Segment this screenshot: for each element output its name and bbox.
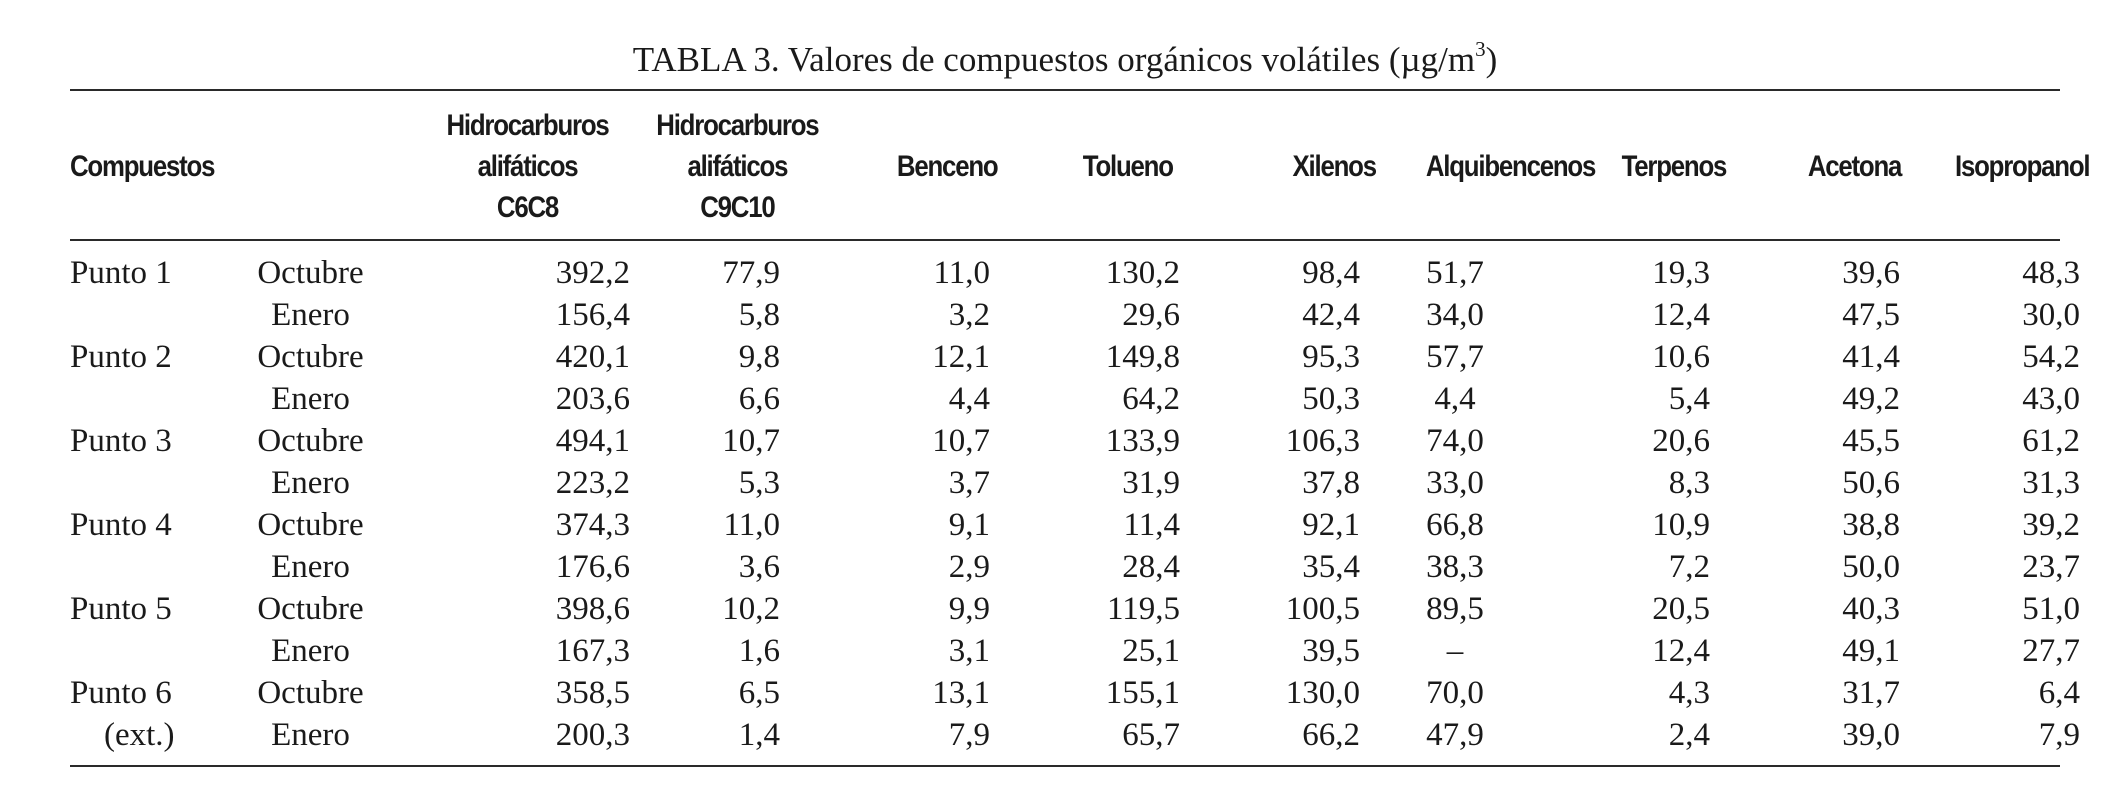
header-acetona	[1790, 96, 1919, 236]
cell-benceno: 12,1	[932, 339, 990, 375]
cell-benceno: 10,7	[932, 423, 990, 459]
header-acetona-label: Acetona	[1807, 149, 1902, 183]
row-month-label: Octubre	[257, 423, 364, 459]
cell-terpenos: 4,3	[1668, 675, 1710, 711]
row-month-label: Enero	[271, 633, 350, 669]
cell-benceno: 9,9	[948, 591, 990, 627]
header-benceno-label: Benceno	[896, 149, 998, 183]
header-isopropanol	[1936, 96, 2104, 236]
cell-alquibencenos: 89,5	[1426, 591, 1484, 627]
header-benceno	[861, 96, 1033, 236]
header-hidrocarburos-c9c10	[632, 96, 842, 236]
cell-terpenos: 20,5	[1652, 591, 1710, 627]
table-body	[70, 252, 2080, 756]
cell-acetona: 41,4	[1842, 339, 1900, 375]
table-title-superscript: 3	[1475, 37, 1486, 61]
cell-alquibencenos: 51,7	[1426, 255, 1484, 291]
row-month-label: Octubre	[257, 675, 364, 711]
cell-alquibencenos: 74,0	[1426, 423, 1484, 459]
table-row	[70, 378, 2080, 420]
cell-benceno: 2,9	[948, 549, 990, 585]
header-isopropanol-label: Isopropanol	[1954, 149, 2090, 183]
cell-isopropanol: 30,0	[2022, 297, 2080, 333]
row-month-label: Octubre	[257, 339, 364, 375]
cell-acetona: 38,8	[1842, 507, 1900, 543]
cell-xilenos: 106,3	[1285, 423, 1360, 459]
header-c9c10-line2: alifáticos	[687, 149, 788, 183]
cell-tolueno: 31,9	[1122, 465, 1180, 501]
cell-tolueno: 149,8	[1105, 339, 1180, 375]
cell-hidrocarburos-c9c10: 3,6	[738, 549, 780, 585]
cell-acetona: 40,3	[1842, 591, 1900, 627]
table-title	[70, 38, 2060, 82]
header-c9c10-line1: Hidrocarburos	[656, 108, 819, 142]
header-alquibencenos-label: Alquibencenos	[1425, 149, 1596, 183]
row-month-label: Octubre	[257, 255, 364, 291]
cell-alquibencenos: –	[1446, 633, 1464, 669]
row-point-label: Punto 3	[70, 423, 172, 459]
cell-isopropanol: 7,9	[2038, 717, 2080, 753]
table-row	[70, 420, 2080, 462]
row-month-label: Enero	[271, 297, 350, 333]
cell-hidrocarburos-c6c8: 156,4	[555, 297, 630, 333]
table-row	[70, 504, 2080, 546]
table-row	[70, 462, 2080, 504]
cell-benceno: 4,4	[948, 381, 990, 417]
cell-alquibencenos: 34,0	[1426, 297, 1484, 333]
row-month-label: Enero	[271, 465, 350, 501]
cell-xilenos: 35,4	[1302, 549, 1360, 585]
cell-benceno: 13,1	[932, 675, 990, 711]
cell-benceno: 3,1	[948, 633, 990, 669]
cell-xilenos: 66,2	[1302, 717, 1360, 753]
table-row	[70, 630, 2080, 672]
cell-hidrocarburos-c9c10: 5,3	[738, 465, 780, 501]
header-terpenos-label: Terpenos	[1621, 149, 1727, 183]
header-xilenos-label: Xilenos	[1292, 149, 1376, 183]
bottom-rule	[70, 765, 2060, 767]
cell-hidrocarburos-c9c10: 11,0	[723, 507, 780, 543]
cell-alquibencenos: 47,9	[1426, 717, 1484, 753]
cell-alquibencenos: 4,4	[1434, 381, 1476, 417]
cell-isopropanol: 39,2	[2022, 507, 2080, 543]
cell-acetona: 47,5	[1842, 297, 1900, 333]
table-row	[70, 714, 2080, 756]
header-rule	[70, 239, 2060, 241]
cell-hidrocarburos-c9c10: 1,6	[738, 633, 780, 669]
cell-hidrocarburos-c6c8: 200,3	[555, 717, 630, 753]
row-point-label: Punto 5	[70, 591, 172, 627]
header-alquibencenos	[1407, 96, 1613, 236]
cell-tolueno: 29,6	[1122, 297, 1180, 333]
cell-alquibencenos: 57,7	[1426, 339, 1484, 375]
cell-isopropanol: 27,7	[2022, 633, 2080, 669]
cell-xilenos: 100,5	[1285, 591, 1360, 627]
cell-benceno: 3,7	[948, 465, 990, 501]
cell-terpenos: 2,4	[1668, 717, 1710, 753]
table-row	[70, 672, 2080, 714]
cell-terpenos: 10,6	[1652, 339, 1710, 375]
row-point-label: Punto 4	[70, 507, 172, 543]
cell-terpenos: 7,2	[1668, 549, 1710, 585]
table-title-close: )	[1485, 40, 1498, 79]
cell-hidrocarburos-c9c10: 10,7	[722, 423, 780, 459]
table-row	[70, 336, 2080, 378]
table-row	[70, 588, 2080, 630]
header-compuestos	[70, 96, 214, 236]
cell-tolueno: 28,4	[1122, 549, 1180, 585]
cell-hidrocarburos-c6c8: 203,6	[555, 381, 630, 417]
row-point-label: Punto 6	[70, 675, 172, 711]
cell-xilenos: 92,1	[1302, 507, 1360, 543]
cell-tolueno: 133,9	[1105, 423, 1180, 459]
cell-alquibencenos: 70,0	[1426, 675, 1484, 711]
cell-hidrocarburos-c9c10: 1,4	[738, 717, 780, 753]
cell-isopropanol: 48,3	[2022, 255, 2080, 291]
cell-hidrocarburos-c6c8: 392,2	[555, 255, 630, 291]
cell-xilenos: 95,3	[1302, 339, 1360, 375]
cell-tolueno: 155,1	[1105, 675, 1180, 711]
cell-benceno: 11,0	[933, 255, 990, 291]
cell-hidrocarburos-c6c8: 374,3	[555, 507, 630, 543]
cell-terpenos: 10,9	[1652, 507, 1710, 543]
row-month-label: Enero	[271, 381, 350, 417]
cell-hidrocarburos-c6c8: 398,6	[555, 591, 630, 627]
table-row	[70, 252, 2080, 294]
header-compuestos-label: Compuestos	[70, 149, 215, 183]
table-row	[70, 546, 2080, 588]
cell-isopropanol: 43,0	[2022, 381, 2080, 417]
cell-hidrocarburos-c6c8: 420,1	[555, 339, 630, 375]
cell-hidrocarburos-c6c8: 167,3	[555, 633, 630, 669]
table-row	[70, 294, 2080, 336]
cell-benceno: 3,2	[948, 297, 990, 333]
header-c6c8-line2: alifáticos	[477, 149, 578, 183]
cell-hidrocarburos-c9c10: 77,9	[722, 255, 780, 291]
cell-isopropanol: 61,2	[2022, 423, 2080, 459]
cell-hidrocarburos-c6c8: 358,5	[555, 675, 630, 711]
header-terpenos	[1605, 96, 1743, 236]
cell-hidrocarburos-c9c10: 6,5	[738, 675, 780, 711]
cell-alquibencenos: 38,3	[1426, 549, 1484, 585]
cell-xilenos: 37,8	[1302, 465, 1360, 501]
cell-acetona: 49,1	[1842, 633, 1900, 669]
cell-tolueno: 11,4	[1123, 507, 1180, 543]
cell-acetona: 45,5	[1842, 423, 1900, 459]
cell-tolueno: 25,1	[1122, 633, 1180, 669]
cell-hidrocarburos-c9c10: 5,8	[738, 297, 780, 333]
cell-terpenos: 5,4	[1668, 381, 1710, 417]
cell-isopropanol: 31,3	[2022, 465, 2080, 501]
cell-hidrocarburos-c6c8: 176,6	[555, 549, 630, 585]
cell-xilenos: 130,0	[1285, 675, 1360, 711]
row-month-label: Octubre	[257, 591, 364, 627]
cell-hidrocarburos-c6c8: 494,1	[555, 423, 630, 459]
cell-hidrocarburos-c9c10: 6,6	[738, 381, 780, 417]
table-header	[70, 96, 2090, 236]
cell-alquibencenos: 33,0	[1426, 465, 1484, 501]
cell-acetona: 50,6	[1842, 465, 1900, 501]
cell-xilenos: 42,4	[1302, 297, 1360, 333]
table-title-text: TABLA 3. Valores de compuestos orgánicos volátiles (µg/m	[632, 40, 1476, 79]
cell-tolueno: 130,2	[1105, 255, 1180, 291]
cell-isopropanol: 23,7	[2022, 549, 2080, 585]
cell-hidrocarburos-c9c10: 10,2	[722, 591, 780, 627]
cell-acetona: 39,0	[1842, 717, 1900, 753]
header-c6c8-line3: C6C8	[496, 190, 559, 224]
cell-hidrocarburos-c9c10: 9,8	[738, 339, 780, 375]
cell-acetona: 50,0	[1842, 549, 1900, 585]
cell-benceno: 7,9	[948, 717, 990, 753]
cell-alquibencenos: 66,8	[1426, 507, 1484, 543]
cell-terpenos: 12,4	[1652, 297, 1710, 333]
header-tolueno	[1042, 96, 1214, 236]
row-point-label: (ext.)	[104, 717, 175, 753]
header-hidrocarburos-c6c8	[423, 96, 633, 236]
header-c6c8-line1: Hidrocarburos	[446, 108, 609, 142]
cell-tolueno: 119,5	[1106, 591, 1180, 627]
cell-isopropanol: 51,0	[2022, 591, 2080, 627]
cell-terpenos: 8,3	[1668, 465, 1710, 501]
cell-isopropanol: 54,2	[2022, 339, 2080, 375]
cell-acetona: 49,2	[1842, 381, 1900, 417]
cell-xilenos: 98,4	[1302, 255, 1360, 291]
cell-acetona: 39,6	[1842, 255, 1900, 291]
row-month-label: Octubre	[257, 507, 364, 543]
cell-benceno: 9,1	[948, 507, 990, 543]
cell-terpenos: 20,6	[1652, 423, 1710, 459]
top-rule	[70, 89, 2060, 91]
header-c9c10-line3: C9C10	[700, 190, 775, 224]
cell-acetona: 31,7	[1842, 675, 1900, 711]
cell-terpenos: 19,3	[1652, 255, 1710, 291]
row-point-label: Punto 2	[70, 339, 172, 375]
cell-xilenos: 39,5	[1302, 633, 1360, 669]
cell-isopropanol: 6,4	[2038, 675, 2080, 711]
row-month-label: Enero	[271, 717, 350, 753]
header-xilenos	[1248, 96, 1420, 236]
header-tolueno-label: Tolueno	[1082, 149, 1173, 183]
row-point-label: Punto 1	[70, 255, 172, 291]
cell-tolueno: 64,2	[1122, 381, 1180, 417]
cell-xilenos: 50,3	[1302, 381, 1360, 417]
cell-terpenos: 12,4	[1652, 633, 1710, 669]
cell-tolueno: 65,7	[1122, 717, 1180, 753]
cell-hidrocarburos-c6c8: 223,2	[555, 465, 630, 501]
row-month-label: Enero	[271, 549, 350, 585]
